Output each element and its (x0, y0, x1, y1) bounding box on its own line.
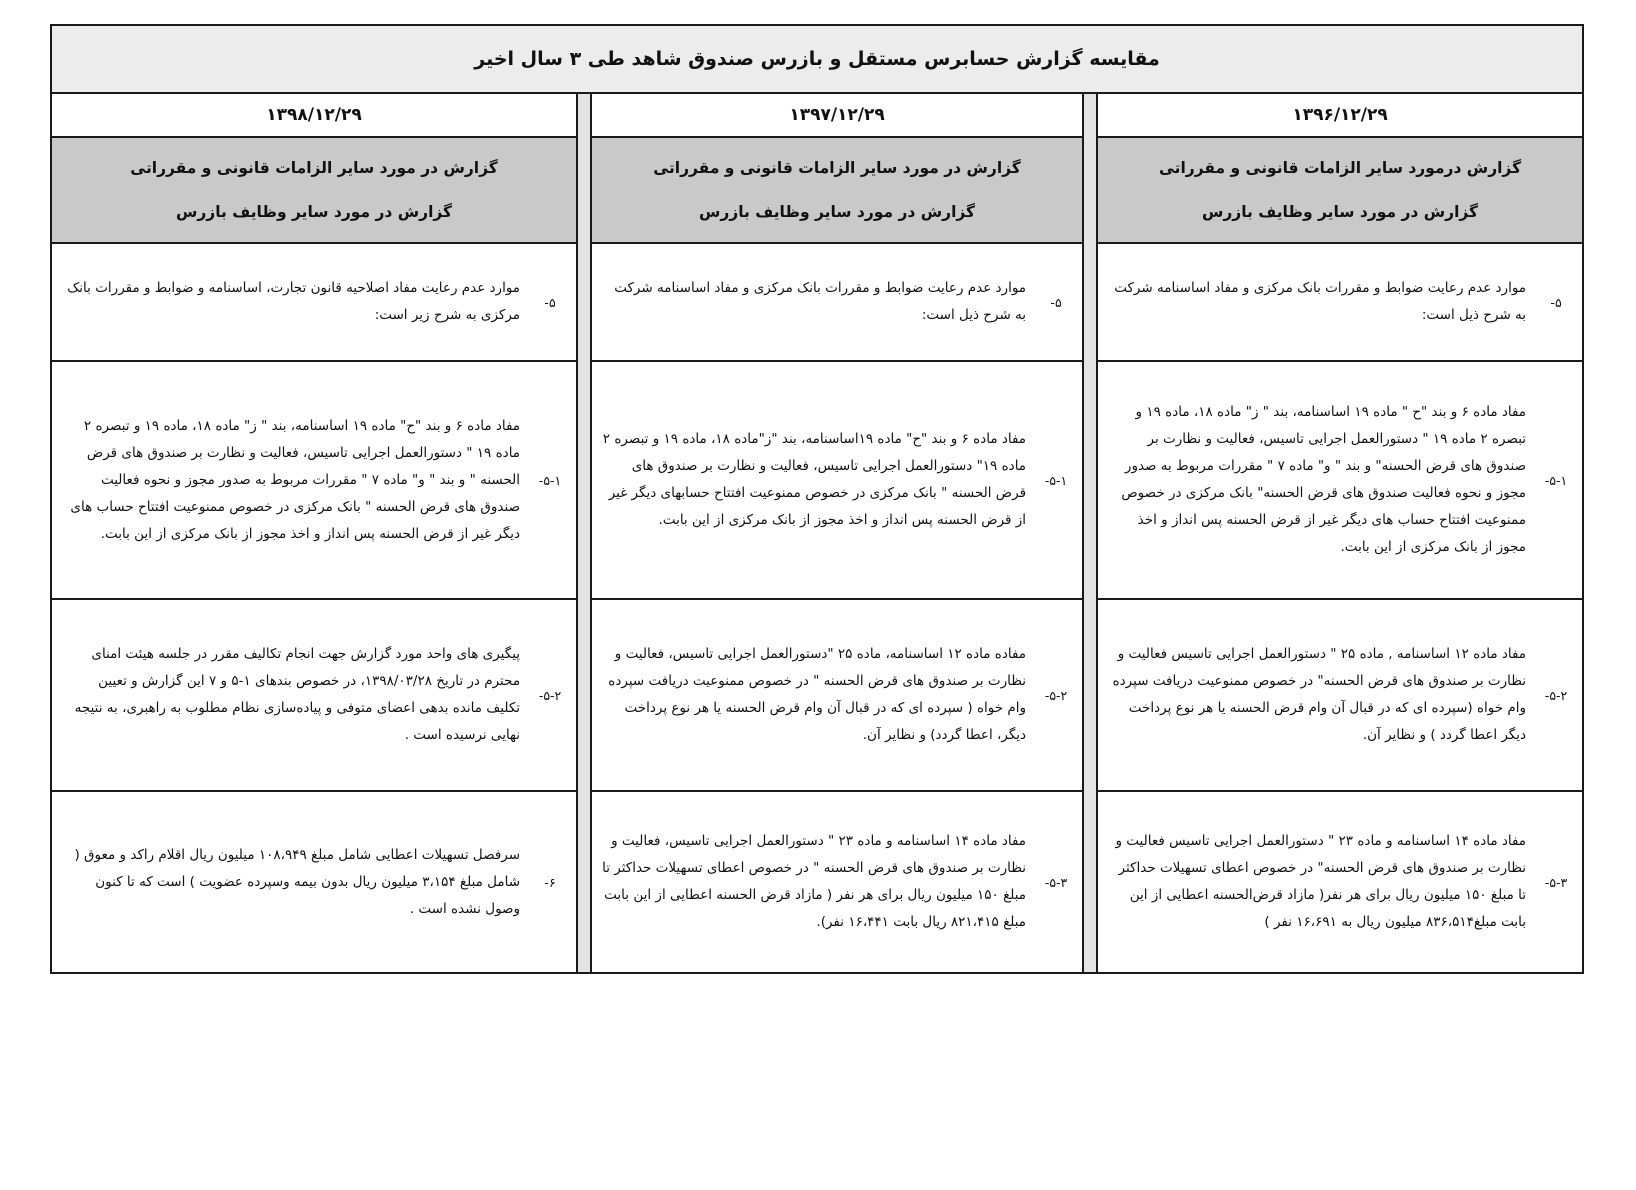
finding-cell (51, 361, 577, 599)
table-row (51, 361, 1583, 599)
item-number: ۵- (1550, 294, 1562, 310)
item-text: مفاد ماده ۶ و بند "ح" ماده ۱۹ اساسنامه، بند " ز" ماده ۱۸، ماده ۱۹ و تبصره ۲ ماده ۱۹ " دستورالعمل اجرایی تاسیس، فعالیت و نظارت بر صندوق های قرض الحسنه " و بند " و" ماده ۷ " مقررات مربوط به صدور مجوز و نحوه فعالیت صندوق های قرض الحسنه " بانک مرکزی در خصوص ممنوعیت افتتاح حساب های دیگر غیر از قرض الحسنه پس انداز و اخذ مجوز از بانک مرکزی از این بابت. (70, 417, 521, 542)
finding-cell (51, 599, 577, 791)
heading-legal-requirements: گزارش درمورد سایر الزامات قانونی و مقرراتی (1158, 159, 1522, 177)
table-row (51, 791, 1583, 973)
column-separator (1083, 93, 1097, 973)
heading-inspector-duties: گزارش در مورد سایر وظایف بازرس (175, 203, 453, 221)
finding-cell (591, 361, 1083, 599)
item-text: مفاد ماده ۶ و بند "ح" ماده ۱۹اساسنامه، بند "ز"ماده ۱۸، ماده ۱۹ و تبصره ۲ ماده ۱۹" دستورالعمل اجرایی تاسیس، فعالیت و نظارت بر صندوق های قرض الحسنه " بانک مرکزی در خصوص ممنوعیت افتتاح حسابهای دیگر غیر از قرض الحسنه پس انداز و اخذ مجوز از بانک مرکزی از این بابت. (602, 431, 1027, 528)
item-text: مفاده ماده ۱۲ اساسنامه، ماده ۲۵ "دستورالعمل اجرایی تاسیس، فعالیت و نظارت بر صندوق های قرض الحسنه " در خصوص ممنوعیت دریافت سپرده وام خواه ( سپرده ای که در قبال آن وام قرض الحسنه یا هر نوع پرداخت دیگر، اعطا گردد) و نظایر آن. (608, 646, 1027, 743)
finding-cell (1097, 791, 1583, 973)
comparison-document (50, 24, 1582, 974)
item-text: مفاد ماده ۶ و بند "ح " ماده ۱۹ اساسنامه، بند " ز" ماده ۱۸، ماده ۱۹ و تبصره ۲ ماده ۱۹ " دستورالعمل اجرایی تاسیس، فعالیت و نظارت بر صندوق های قرض الحسنه" و بند " و" ماده ۷ " مقررات مربوط به صدور مجوز و نحوه فعالیت صندوق های قرض الحسنه" بانک مرکزی در خصوص ممنوعیت افتتاح حساب های دیگر غیر از قرض الحسنه پس انداز و اخذ مجوز از بانک مرکزی از این بابت. (1121, 404, 1527, 555)
item-number: ۵-۳- (1544, 874, 1568, 890)
finding-cell (591, 243, 1083, 361)
item-number: ۵-۲- (1044, 687, 1068, 703)
heading-legal-requirements: گزارش در مورد سایر الزامات قانونی و مقرراتی (653, 159, 1021, 177)
item-text: موارد عدم رعایت ضوابط و مقررات بانک مرکزی و مفاد اساسنامه شرکت به شرح ذیل است: (614, 280, 1027, 323)
item-text: موارد عدم رعایت مفاد اصلاحیه قانون تجارت، اساسنامه و ضوابط و مقررات بانک مرکزی به شرح زیر است: (67, 280, 521, 323)
item-number: ۵-۱- (538, 472, 562, 488)
item-number: ۵- (1050, 294, 1062, 310)
item-number: ۵- (544, 294, 556, 310)
column-separator (577, 93, 591, 973)
document-title: مقایسه گزارش حسابرس مستقل و بازرس صندوق شاهد طی ۳ سال اخیر (51, 25, 1583, 93)
column-date-1398: ۱۳۹۸/۱۲/۲۹ (51, 93, 577, 137)
column-date-1397: ۱۳۹۷/۱۲/۲۹ (591, 93, 1083, 137)
item-number: ۵-۱- (1044, 472, 1068, 488)
finding-cell (591, 791, 1083, 973)
heading-inspector-duties: گزارش در مورد سایر وظایف بازرس (699, 203, 976, 221)
finding-cell (1097, 243, 1583, 361)
item-text: پیگیری های واحد مورد گزارش جهت انجام تکالیف مقرر در جلسه هیئت امنای محترم در تاریخ ۱۳۹۸/۰۳/۲۸، در خصوص بندهای ۱-۵ و ۷ این گزارش و تعیین تکلیف مانده بدهی اعضای متوفی و پیاده‌سازی نظام مطلوب به راهبری، به نتیجه نهایی نرسیده است . (74, 646, 521, 743)
column-heading-1396 (1097, 137, 1583, 243)
table-row (51, 243, 1583, 361)
heading-inspector-duties: گزارش در مورد سایر وظایف بازرس (1202, 203, 1479, 221)
finding-cell (591, 599, 1083, 791)
column-heading-1397 (591, 137, 1083, 243)
table-row (51, 599, 1583, 791)
item-number: ۵-۳- (1044, 874, 1068, 890)
item-text: مفاد ماده ۱۴ اساسنامه و ماده ۲۳ " دستورالعمل اجرایی تاسیس فعالیت و نظارت بر صندوق های قرض الحسنه" در خصوص اعطای تسهیلات حداکثر تا مبلغ ۱۵۰ میلیون ریال برای هر نفر( مازاد قرض‌الحسنه اعطایی از این بابت مبلغ۸۳۶،۵۱۴ میلیون ریال به ۱۶،۶۹۱ نفر ) (1115, 833, 1527, 930)
item-text: سرفصل تسهیلات اعطایی شامل مبلغ ۱۰۸،۹۴۹ میلیون ریال اقلام راکد و معوق ( شامل مبلغ ۳،۱۵۴ میلیون ریال بدون بیمه وسپرده عضویت ) است که تا کنون وصول نشده است . (74, 846, 521, 917)
item-number: ۶- (544, 874, 556, 890)
column-heading-1398 (51, 137, 577, 243)
item-number: ۵-۲- (1544, 687, 1568, 703)
item-text: مفاد ماده ۱۲ اساسنامه , ماده ۲۵ " دستورالعمل اجرایی تاسیس فعالیت و نظارت بر صندوق های قرض الحسنه" در خصوص ممنوعیت دریافت سپرده وام خواه (سپرده ای که در قبال آن وام قرض الحسنه یا هر نوع پرداخت دیگر اعطا گردد ) و نظایر آن. (1112, 646, 1527, 743)
item-text: موارد عدم رعایت ضوابط و مقررات بانک مرکزی و مفاد اساسنامه شرکت به شرح ذیل است: (1114, 280, 1527, 323)
finding-cell (1097, 361, 1583, 599)
comparison-table (50, 24, 1584, 974)
heading-legal-requirements: گزارش در مورد سایر الزامات قانونی و مقرراتی (130, 159, 498, 177)
finding-cell (1097, 599, 1583, 791)
finding-cell (51, 243, 577, 361)
item-number: ۵-۲- (538, 687, 562, 703)
item-number: ۵-۱- (1544, 472, 1568, 488)
finding-cell (51, 791, 577, 973)
column-date-1396: ۱۳۹۶/۱۲/۲۹ (1097, 93, 1583, 137)
item-text: مفاد ماده ۱۴ اساسنامه و ماده ۲۳ " دستورالعمل اجرایی تاسیس، فعالیت و نظارت بر صندوق های قرض الحسنه " در خصوص اعطای تسهیلات حداکثر تا مبلغ ۱۵۰ میلیون ریال برای هر نفر ( مازاد قرض الحسنه اعطایی از این بابت مبلغ ۸۲۱،۴۱۵ ریال بابت ۱۶،۴۴۱ نفر). (602, 833, 1027, 930)
